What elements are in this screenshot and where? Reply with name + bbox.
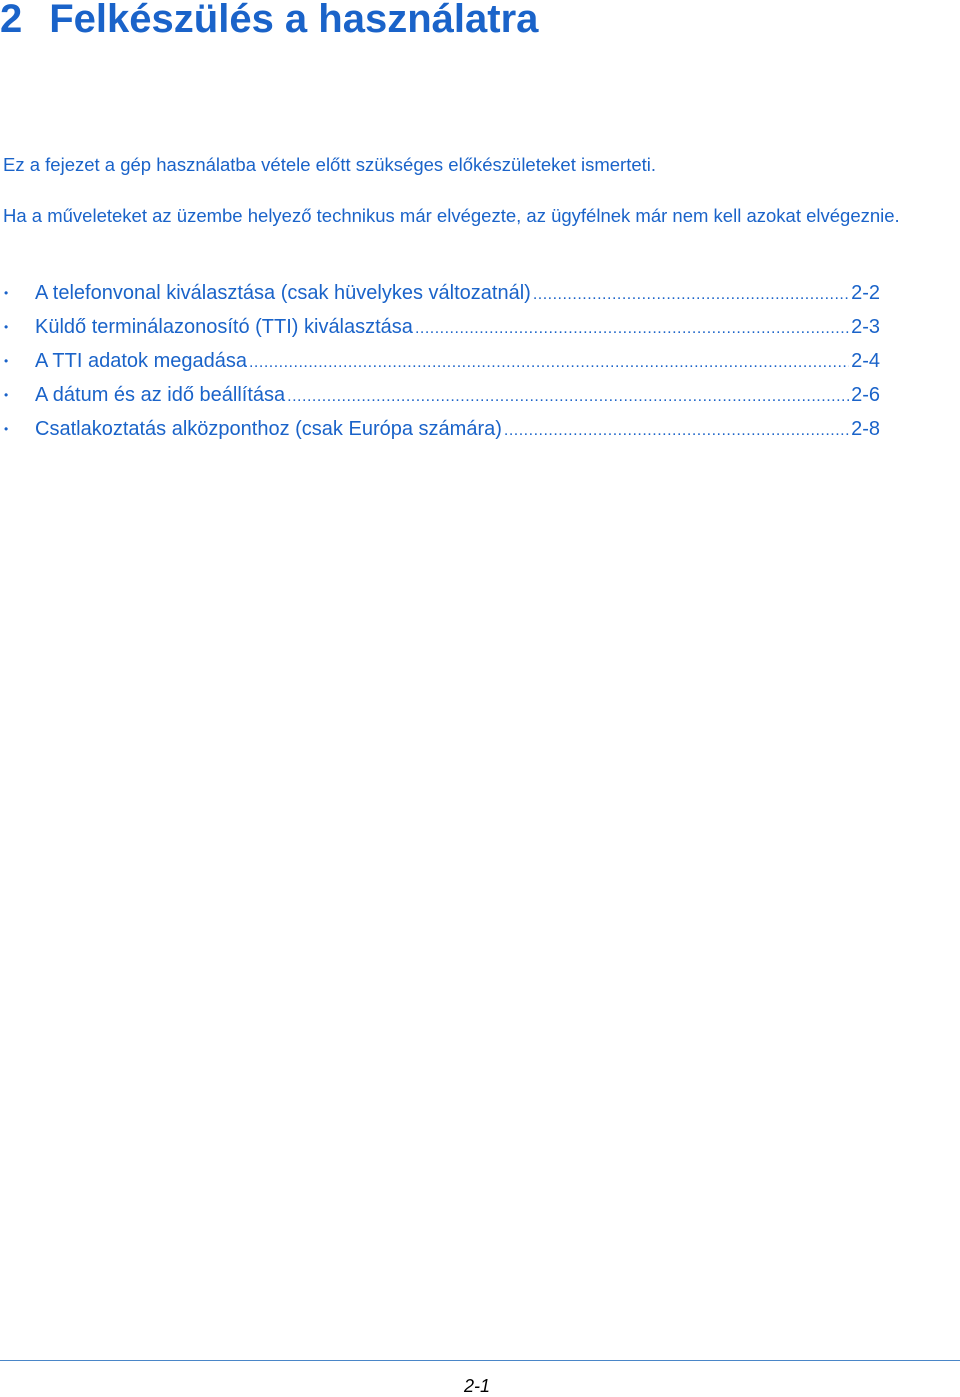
toc-leader-dots xyxy=(415,320,849,338)
intro-paragraph: Ez a fejezet a gép használatba vétele előtt szükséges előkészületeket ismerteti. xyxy=(3,154,657,175)
toc-entry-page[interactable]: 2-8 xyxy=(851,418,880,440)
toc-entry-label[interactable]: A telefonvonal kiválasztása (csak hüvelykes változatnál) xyxy=(35,282,531,304)
footer-divider xyxy=(0,1360,960,1361)
toc-leader-dots xyxy=(287,388,849,406)
toc-entry[interactable] xyxy=(0,384,880,418)
page-number: 2-1 xyxy=(464,1376,491,1396)
toc-entry-label[interactable]: Csatlakoztatás alközponthoz (csak Európa számára) xyxy=(35,418,502,440)
toc-entry[interactable] xyxy=(0,316,880,350)
toc-entry-label[interactable]: Küldő terminálazonosító (TTI) kiválasztása xyxy=(35,316,413,338)
toc-leader-dots xyxy=(249,354,849,372)
bullet-icon: • xyxy=(4,320,9,334)
toc-entry-label[interactable]: A TTI adatok megadása xyxy=(35,350,247,372)
toc-entry-page[interactable]: 2-2 xyxy=(851,282,880,304)
chapter-title xyxy=(0,0,538,44)
toc-entry-page[interactable]: 2-4 xyxy=(851,350,880,372)
toc-entry[interactable] xyxy=(0,350,880,384)
bullet-icon: • xyxy=(4,286,9,300)
technician-paragraph: Ha a műveleteket az üzembe helyező technikus már elvégezte, az ügyfélnek már nem kell azokat elvégeznie. xyxy=(3,205,900,226)
toc-leader-dots xyxy=(504,422,849,440)
bullet-icon: • xyxy=(4,422,9,436)
toc-entry[interactable] xyxy=(0,282,880,316)
toc-entry-page[interactable]: 2-6 xyxy=(851,384,880,406)
chapter-number: 2 xyxy=(0,0,23,41)
bullet-icon: • xyxy=(4,388,9,402)
bullet-icon: • xyxy=(4,354,9,368)
toc-entry-page[interactable]: 2-3 xyxy=(851,316,880,338)
chapter-contents-list xyxy=(0,282,880,452)
toc-entry[interactable] xyxy=(0,418,880,452)
toc-leader-dots xyxy=(533,286,849,304)
chapter-title-text: Felkészülés a használatra xyxy=(49,0,539,41)
toc-entry-label[interactable]: A dátum és az idő beállítása xyxy=(35,384,286,406)
